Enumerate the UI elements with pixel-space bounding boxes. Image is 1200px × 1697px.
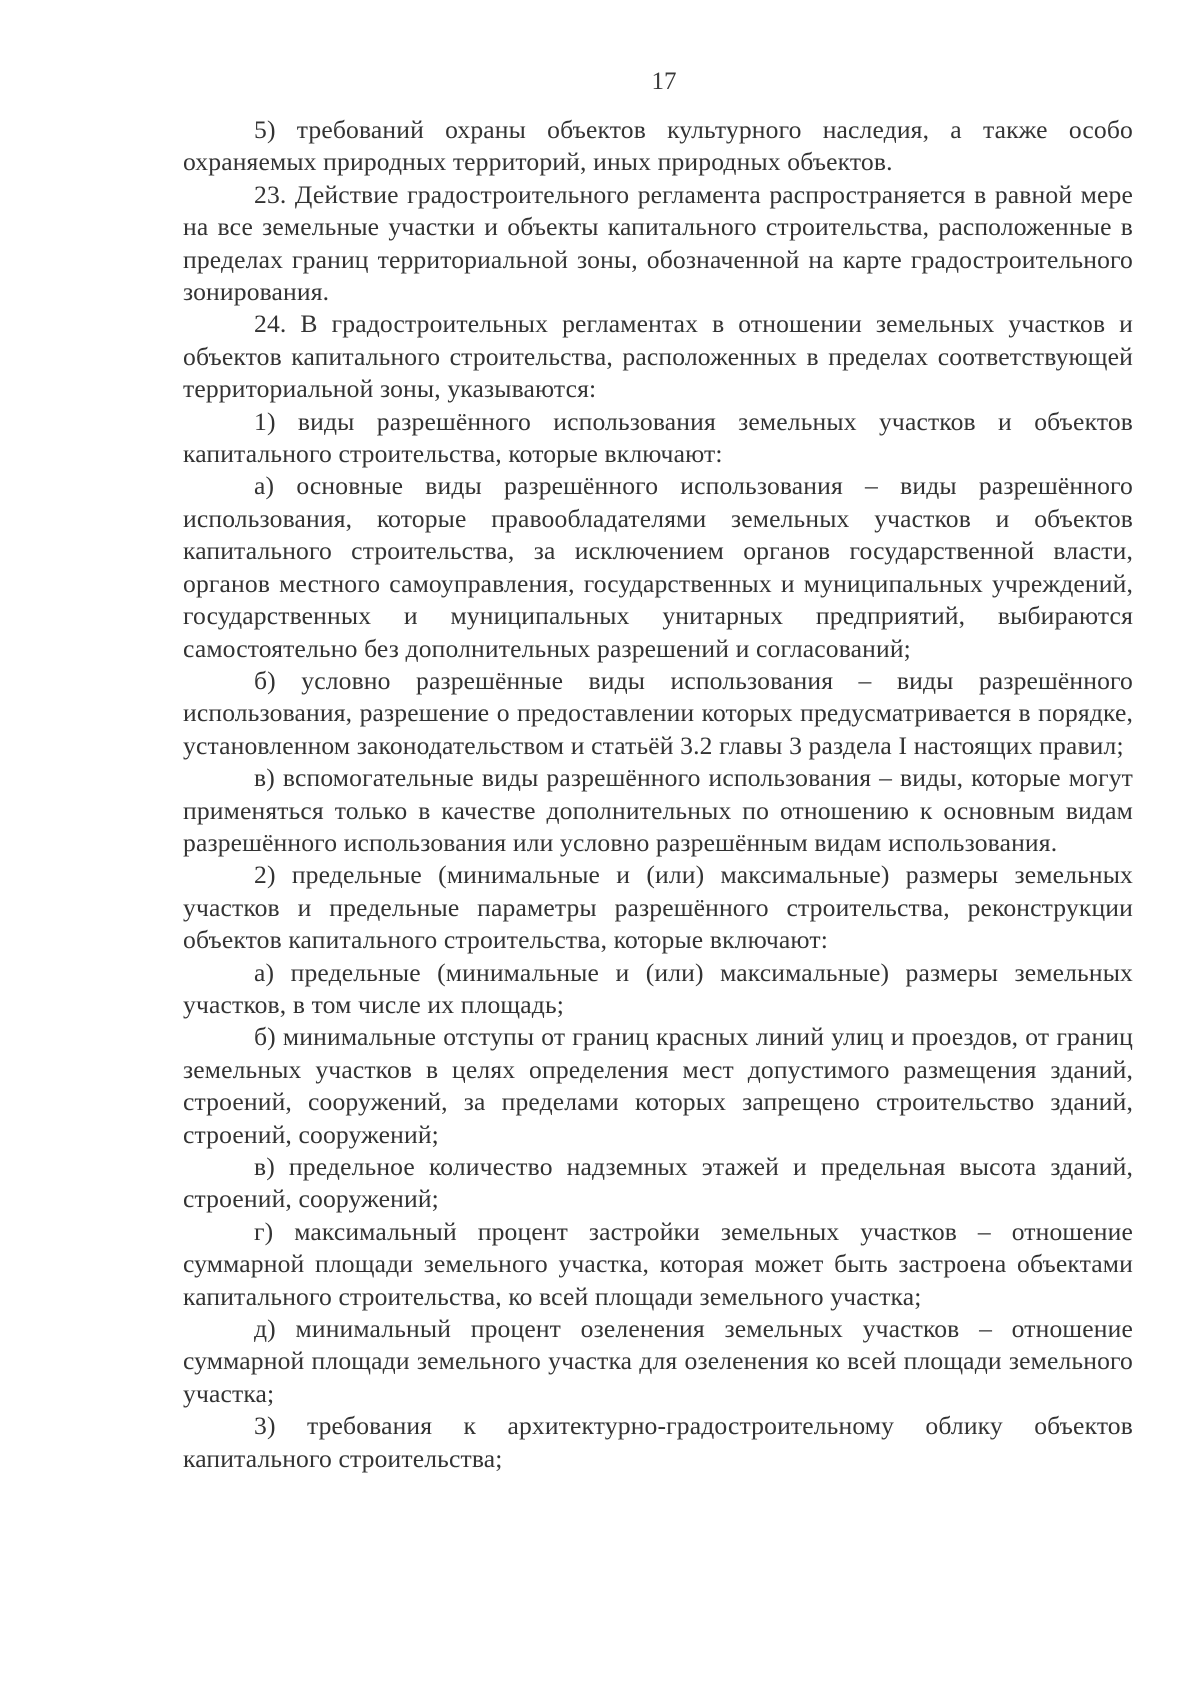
- paragraph-item-g-built-up-percent: г) максимальный процент застройки земельных участков – отношение суммарной площади земельного участка, которая может быть застроена объектами капитального строительства, ко всей площади земельного участка;: [183, 1216, 1133, 1311]
- paragraph-item-5-cultural-heritage: 5) требований охраны объектов культурного наследия, а также особо охраняемых природных территорий, иных природных объектов.: [183, 115, 1133, 177]
- paragraph-item-a-main-uses: а) основные виды разрешённого использования – виды разрешённого использования, которые правообладателями земельных участков и объектов капитального строительства, за исключением органов государственной власти, органов местного самоуправления, государственных и муниципальных учреждений, государственных и муниципальных унитарных предприятий, выбираются самостоятельно без дополнительных разрешений и согласований;: [183, 471, 1133, 663]
- paragraph-item-a-plot-sizes: а) предельные (минимальные и (или) максимальные) размеры земельных участков, в том числе их площадь;: [183, 957, 1133, 1019]
- paragraph-item-b-conditional-uses: б) условно разрешённые виды использования – виды разрешённого использования, разрешение о предоставлении которых предусматривается в порядке, установленном законодательством и статьёй 3.2 главы 3 раздела I настоящих правил;: [183, 665, 1133, 760]
- paragraph-item-2-limit-sizes: 2) предельные (минимальные и (или) максимальные) размеры земельных участков и предельные параметры разрешённого строительства, реконструкции объектов капитального строительства, которые включают:: [183, 860, 1133, 955]
- paragraph-item-3-architectural-requirements: 3) требования к архитектурно-градостроительному облику объектов капитального строительства;: [183, 1411, 1133, 1473]
- paragraph-item-1-permitted-uses: 1) виды разрешённого использования земельных участков и объектов капитального строительства, которые включают:: [183, 406, 1133, 469]
- document-body: [183, 114, 1133, 1475]
- page-number: 17: [651, 68, 677, 95]
- paragraph-24: 24. В градостроительных регламентах в отношении земельных участков и объектов капитального строительства, расположенных в пределах соответствующей территориальной зоны, указываются:: [183, 309, 1133, 404]
- paragraph-item-d-greening-percent: д) минимальный процент озеленения земельных участков – отношение суммарной площади земельного участка для озеленения ко всей площади земельного участка;: [183, 1314, 1133, 1408]
- paragraph-item-v-floors-height: в) предельное количество надземных этажей и предельная высота зданий, строений, сооружений;: [183, 1152, 1133, 1214]
- paragraph-item-v-auxiliary-uses: в) вспомогательные виды разрешённого использования – виды, которые могут применяться только в качестве дополнительных по отношению к основным видам разрешённого использования или условно разрешённым видам использования.: [183, 763, 1133, 857]
- paragraph-item-b-setbacks: б) минимальные отступы от границ красных линий улиц и проездов, от границ земельных участков в целях определения мест допустимого размещения зданий, строений, сооружений, за пределами которых запрещено строительство зданий, строений, сооружений;: [183, 1022, 1133, 1149]
- paragraph-23: 23. Действие градостроительного регламента распространяется в равной мере на все земельные участки и объекты капитального строительства, расположенные в пределах границ территориальной зоны, обозначенной на карте градостроительного зонирования.: [183, 179, 1133, 307]
